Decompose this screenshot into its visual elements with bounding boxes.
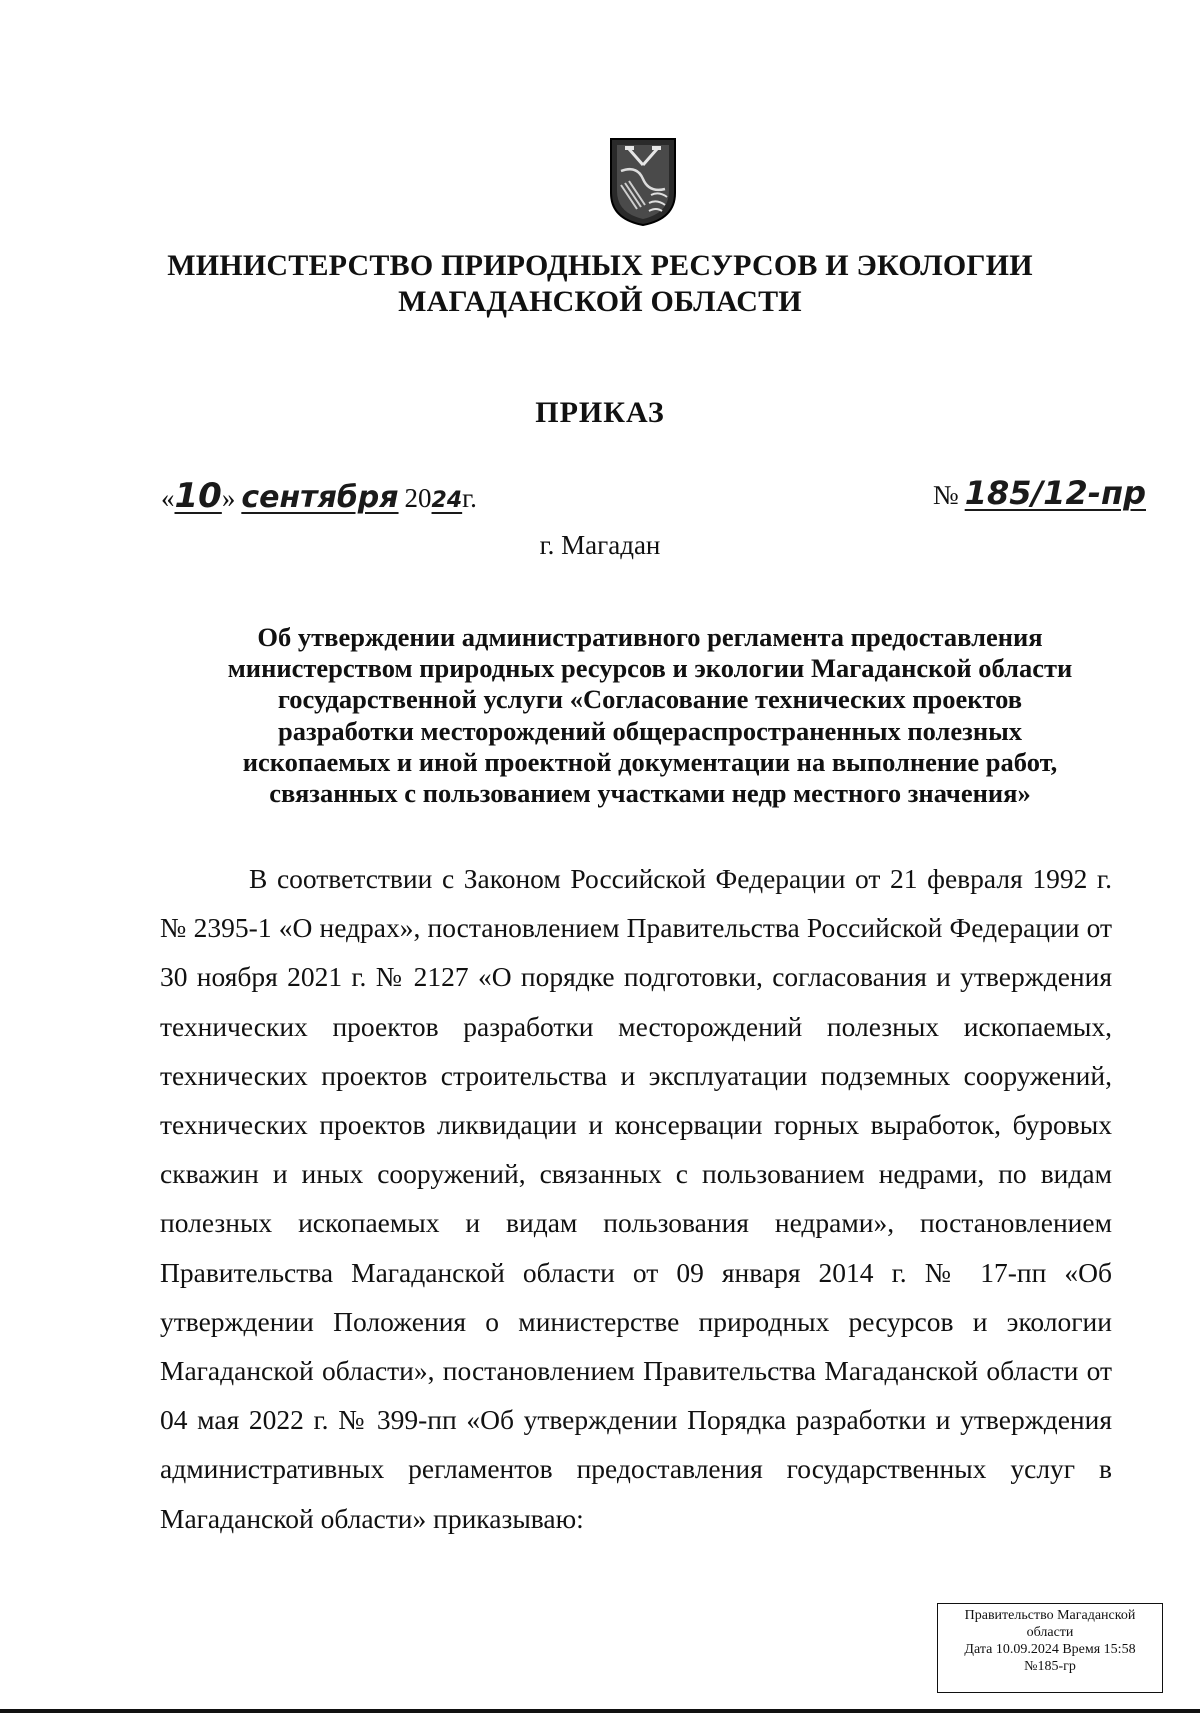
subject-line: связанных с пользованием участками недр местного значения»: [269, 778, 1031, 809]
subject-line: Об утверждении административного регламента предоставления: [257, 622, 1043, 652]
ministry-name-line2: МАГАДАНСКОЙ ОБЛАСТИ: [398, 285, 802, 318]
stamp-line4: №185-гр: [1024, 1659, 1076, 1674]
date-year-handwritten: 24: [431, 488, 463, 513]
ministry-name: [0, 248, 1200, 320]
order-number: [933, 474, 1146, 512]
date-year-prefix: 20: [404, 483, 432, 513]
date-quote-close: »: [221, 483, 236, 513]
ministry-name-line1: МИНИСТЕРСТВО ПРИРОДНЫХ РЕСУРСОВ И ЭКОЛОГИИ: [167, 249, 1033, 282]
date-year-end: г.: [462, 483, 477, 513]
preamble-paragraph: В соответствии с Законом Российской Федерации от 21 февраля 1992 г. № 2395-1 «О недрах», постановлением Правительства Российской Федерации от 30 ноября 2021 г. № 2127 «О порядке подготовки, согласования и утверждения технических проектов разработки месторождений полезных ископаемых, технических проектов строительства и эксплуатации подземных сооружений, технических проектов ликвидации и консервации горных выработок, буровых скважин и иных сооружений, связанных с пользованием недрами, по видам полезных ископаемых и видам пользования недрами», постановлением Правительства Магаданской области от 09 января 2014 г. № 17-пп «Об утверждении Положения о министерстве природных ресурсов и экологии Магаданской области», постановлением Правительства Магаданской области от 04 мая 2022 г. № 399-пп «Об утверждении Порядка разработки и утверждения административных регламентов предоставления государственных услуг в Магаданской области» приказываю:: [160, 863, 1112, 1534]
city: г. Магадан: [539, 530, 661, 560]
subject-line: министерством природных ресурсов и экологии Магаданской области: [227, 653, 1073, 684]
stamp-line2: области: [1026, 1625, 1074, 1640]
document-type: ПРИКАЗ: [535, 396, 665, 429]
order-number-handwritten: 185/12-пр: [964, 474, 1146, 512]
date-day-handwritten: 10: [174, 476, 222, 516]
subject-line: разработки месторождений общераспространенных полезных: [277, 715, 1023, 746]
subject-line: государственной услуги «Согласование технических проектов: [277, 684, 1023, 715]
order-subject: [180, 622, 1120, 809]
date-quote-open: «: [161, 483, 175, 513]
number-sign: №: [932, 480, 959, 510]
coat-of-arms-icon: [607, 135, 679, 227]
date-month-handwritten: сентября: [241, 480, 399, 515]
subject-line: ископаемых и иной проектной документации на выполнение работ,: [242, 746, 1058, 777]
stamp-line3: Дата 10.09.2024 Время 15:58: [964, 1642, 1136, 1657]
registration-stamp: [937, 1603, 1163, 1693]
stamp-line1: Правительство Магаданской: [964, 1608, 1136, 1623]
order-date: [161, 476, 477, 516]
page-bottom-rule: [0, 1709, 1200, 1713]
